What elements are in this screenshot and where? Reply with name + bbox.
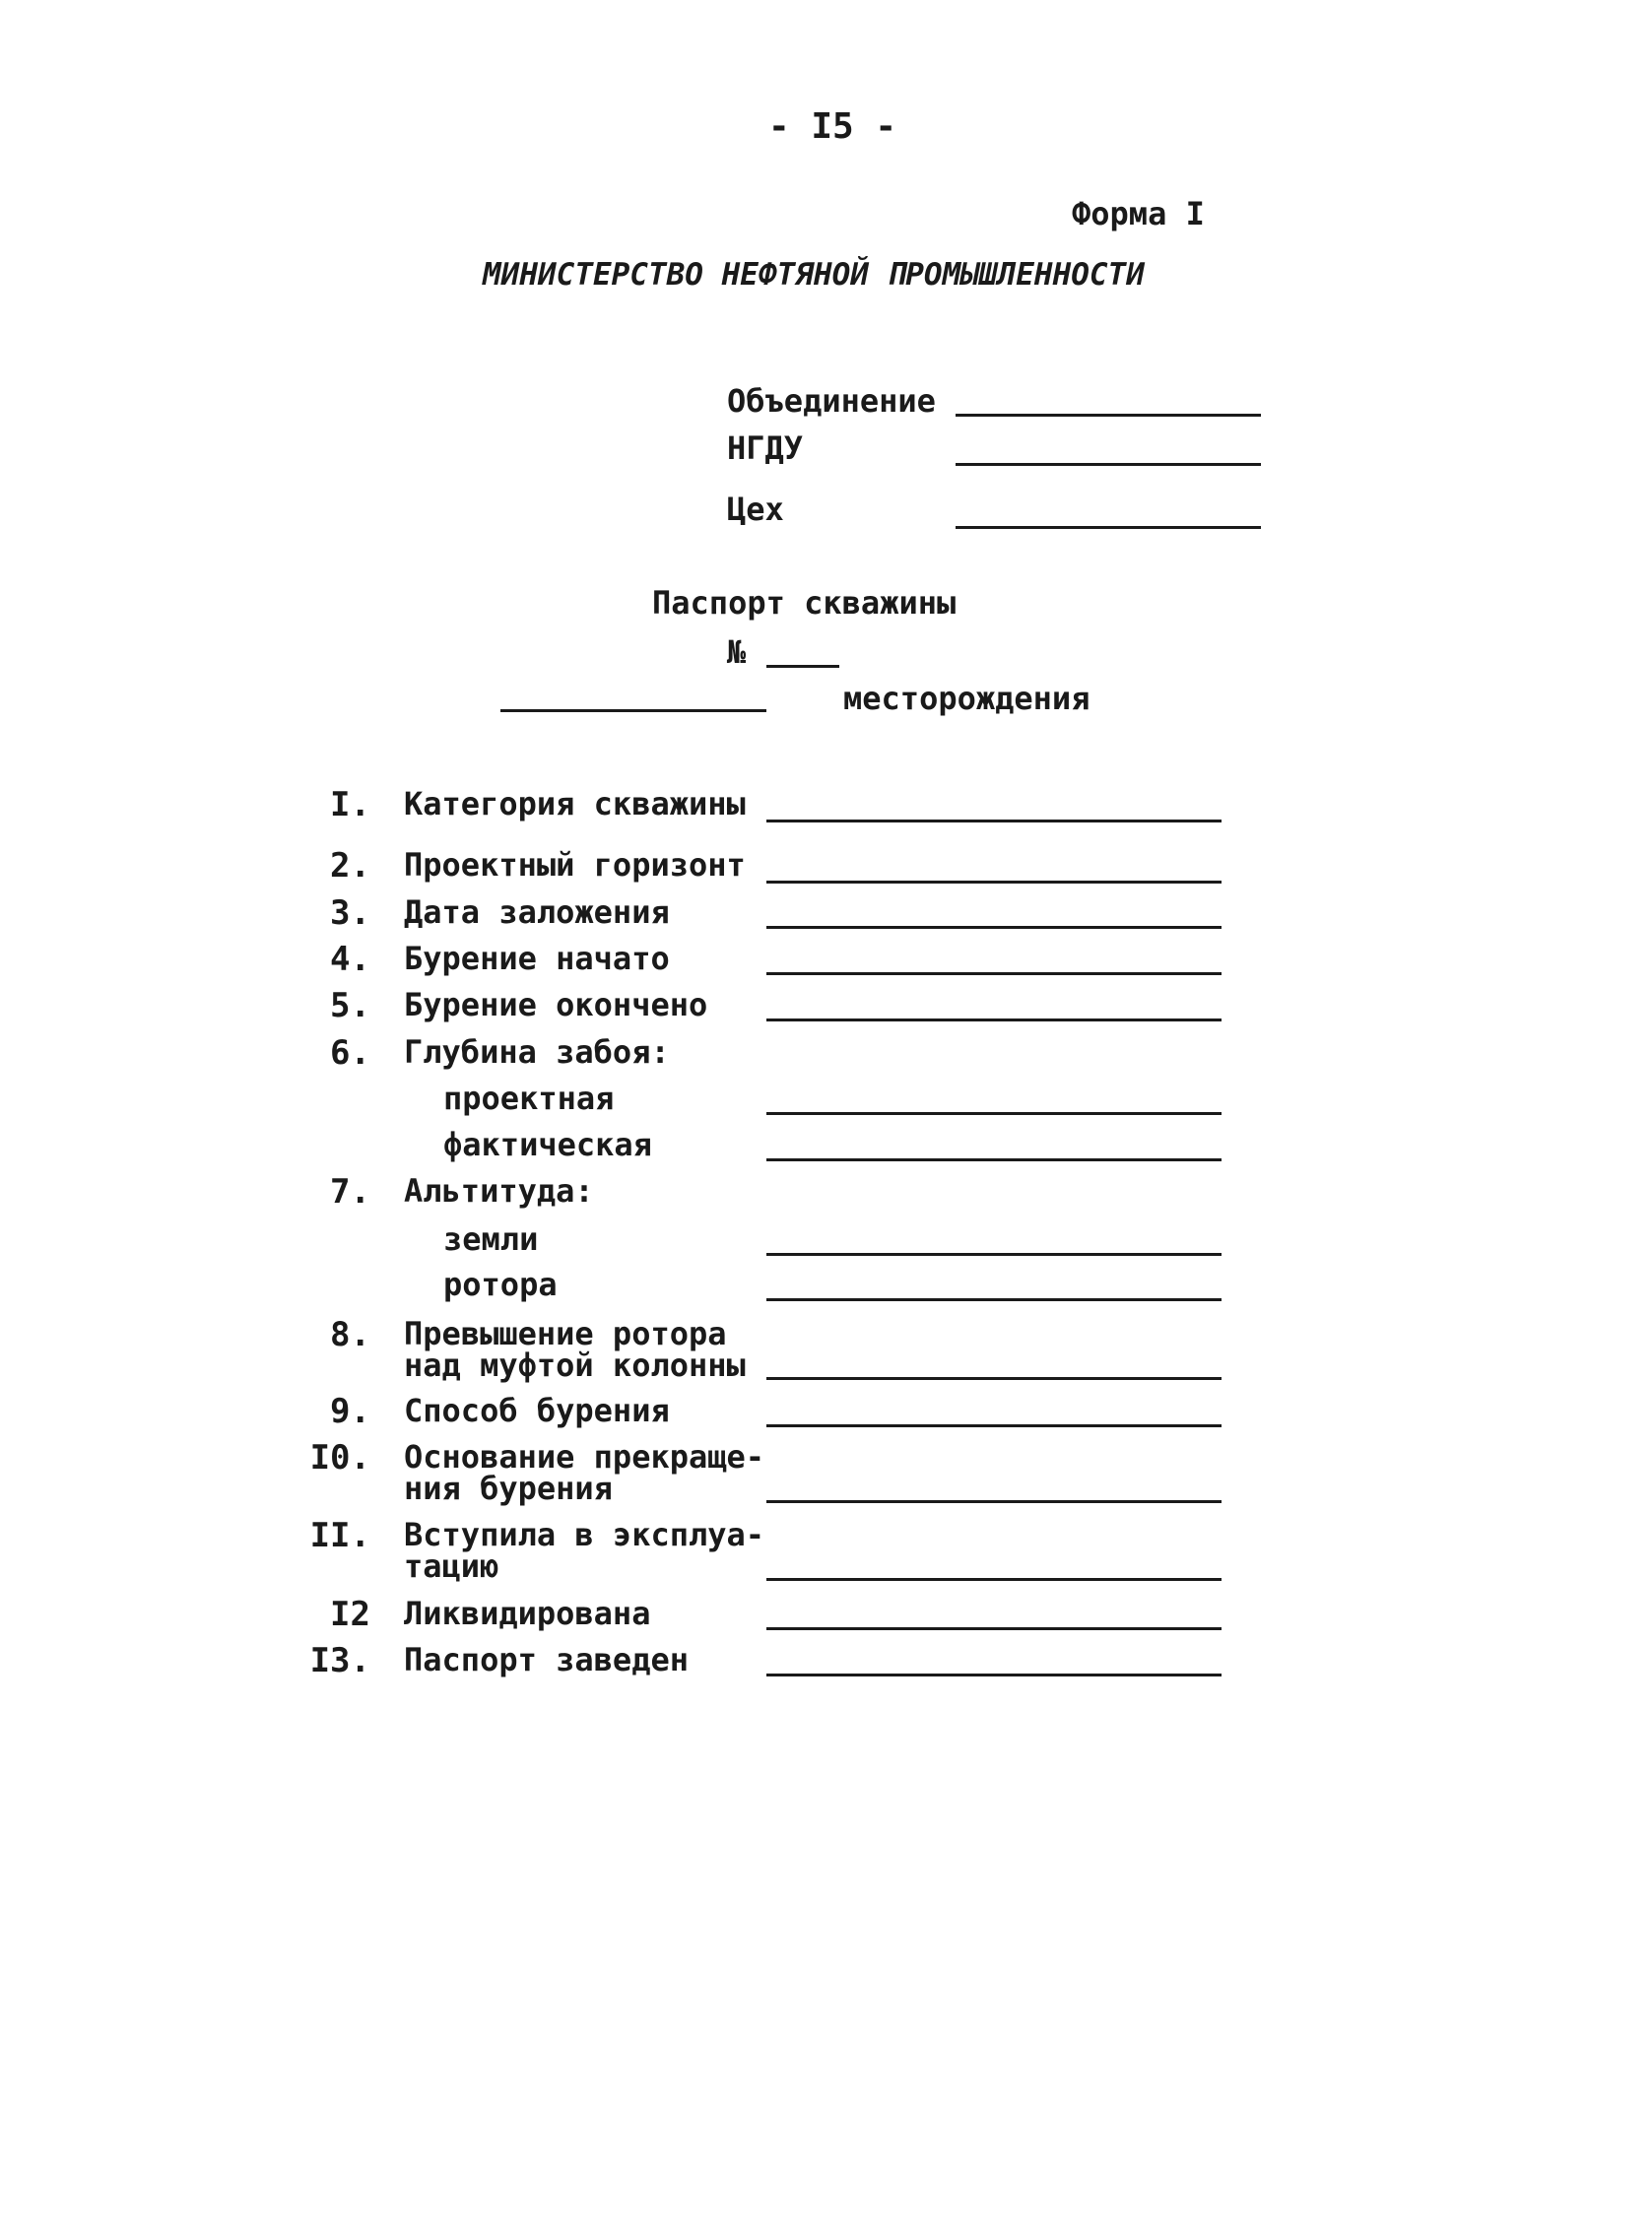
item-10-label: Основание прекраще- ния бурения [404, 1438, 765, 1507]
item-1-field[interactable] [766, 820, 1222, 822]
item-7b-field[interactable] [766, 1298, 1222, 1301]
item-13-number: I3. [309, 1641, 370, 1680]
shop-field[interactable] [956, 526, 1261, 529]
union-field[interactable] [956, 414, 1261, 417]
item-13-field[interactable] [766, 1674, 1222, 1676]
item-5-label: Бурение окончено [404, 986, 708, 1023]
ngdu-label: НГДУ [727, 429, 804, 467]
item-5-number: 5. [330, 986, 370, 1025]
item-7a-field[interactable] [766, 1253, 1222, 1256]
item-6-number: 6. [330, 1033, 370, 1073]
item-2-field[interactable] [766, 881, 1222, 884]
shop-label: Цех [727, 491, 784, 528]
item-1-number: I. [330, 785, 370, 824]
ministry-title: МИНИСТЕРСТВО НЕФТЯНОЙ ПРОМЫШЛЕННОСТИ [483, 257, 1145, 293]
item-10-number: I0. [309, 1438, 370, 1478]
item-13-label: Паспорт заведен [404, 1641, 689, 1678]
item-1-label: Категория скважины [404, 785, 746, 822]
item-7a-label: земли [443, 1220, 539, 1258]
item-12-label: Ликвидирована [404, 1595, 651, 1632]
item-6b-label: фактическая [443, 1126, 652, 1163]
item-6-label: Глубина забоя: [404, 1033, 670, 1071]
item-11-label: Вступила в эксплуа- тацию [404, 1516, 765, 1585]
item-3-number: 3. [330, 893, 370, 933]
item-4-number: 4. [330, 940, 370, 979]
deposit-name-field[interactable] [500, 709, 766, 712]
item-12-number: I2 [330, 1595, 370, 1634]
item-8-field[interactable] [766, 1377, 1222, 1380]
ngdu-field[interactable] [956, 463, 1261, 466]
item-7-label: Альтитуда: [404, 1172, 594, 1210]
page-number: - I5 - [768, 106, 897, 147]
item-7b-label: ротора [443, 1266, 558, 1303]
item-6b-field[interactable] [766, 1158, 1222, 1161]
item-5-field[interactable] [766, 1018, 1222, 1021]
item-7-number: 7. [330, 1172, 370, 1212]
item-9-label: Способ бурения [404, 1392, 670, 1429]
item-11-field[interactable] [766, 1578, 1222, 1581]
deposit-label: месторождения [843, 680, 1090, 717]
item-4-field[interactable] [766, 972, 1222, 975]
item-3-label: Дата заложения [404, 893, 670, 931]
passport-number-field[interactable] [766, 665, 839, 668]
item-10-field[interactable] [766, 1500, 1222, 1503]
item-9-field[interactable] [766, 1424, 1222, 1427]
item-11-number: II. [309, 1516, 370, 1555]
item-9-number: 9. [330, 1392, 370, 1431]
item-12-field[interactable] [766, 1627, 1222, 1630]
union-label: Объединение [727, 382, 936, 420]
item-6a-field[interactable] [766, 1112, 1222, 1115]
item-8-label: Превышение ротора над муфтой колонны [404, 1315, 746, 1384]
item-4-label: Бурение начато [404, 940, 670, 977]
number-sign: № [727, 633, 747, 671]
item-8-number: 8. [330, 1315, 370, 1354]
item-2-number: 2. [330, 846, 370, 886]
item-3-field[interactable] [766, 926, 1222, 929]
item-2-label: Проектный горизонт [404, 846, 746, 884]
item-6a-label: проектная [443, 1080, 615, 1117]
form-label: Форма I [1072, 195, 1205, 232]
passport-title: Паспорт скважины [652, 584, 957, 622]
